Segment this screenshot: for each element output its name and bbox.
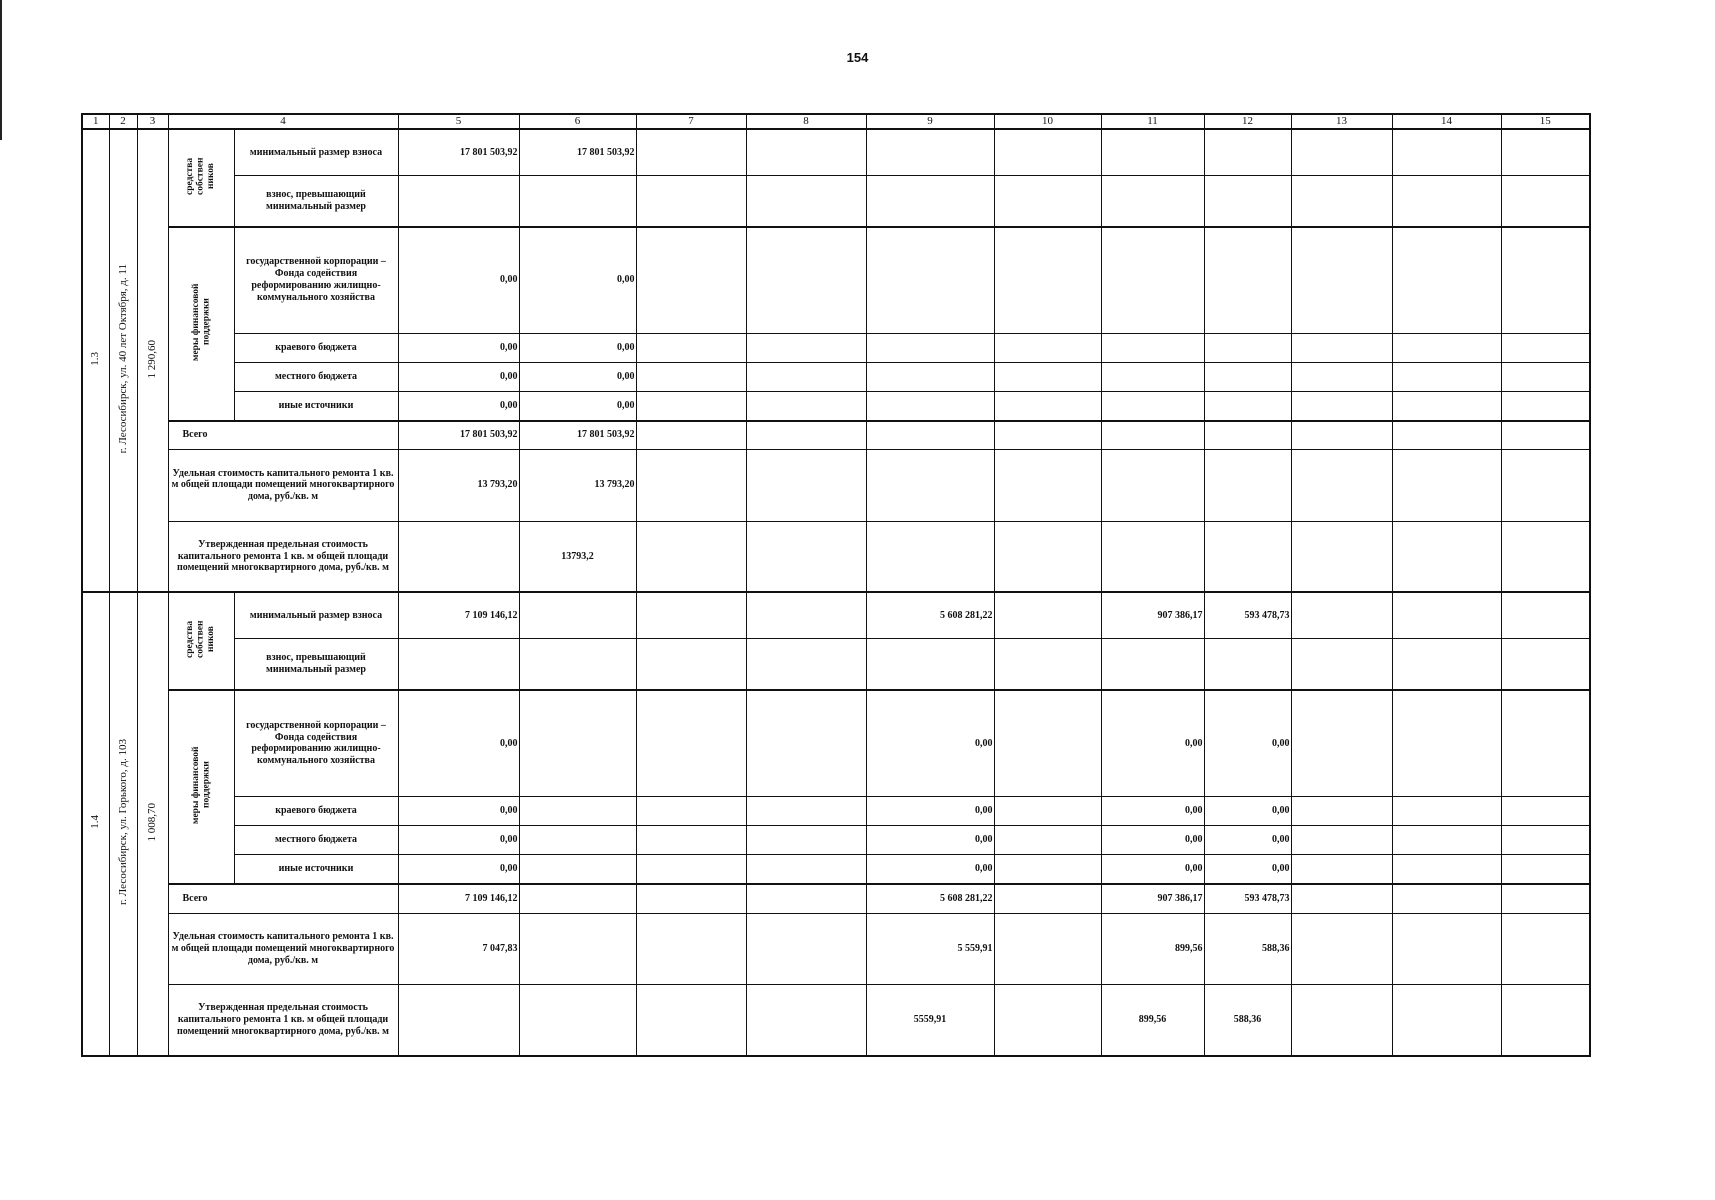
value-cell-c5: 0,00 xyxy=(398,362,519,391)
empty-cell-col-15 xyxy=(1501,690,1590,797)
table-row xyxy=(82,227,1590,334)
empty-cell-col-15 xyxy=(1501,333,1590,362)
value-cell-c11 xyxy=(1101,175,1204,226)
value-cell-c7 xyxy=(636,521,746,592)
table-row xyxy=(82,175,1590,226)
own-funds-group xyxy=(168,129,234,227)
value-cell-c6: 0,00 xyxy=(519,362,636,391)
value-cell-c12: 588,36 xyxy=(1204,913,1291,984)
value-cell-c6: 0,00 xyxy=(519,227,636,334)
block-id-cell xyxy=(82,592,109,1056)
empty-cell-col-13 xyxy=(1291,796,1392,825)
row-label-local-budget: местного бюджета xyxy=(234,826,398,855)
value-cell-c7 xyxy=(636,984,746,1056)
value-cell-c12: 588,36 xyxy=(1204,984,1291,1056)
value-cell-c5: 17 801 503,92 xyxy=(398,129,519,175)
value-cell-c5 xyxy=(398,984,519,1056)
value-cell-c12: 0,00 xyxy=(1204,826,1291,855)
table-row xyxy=(82,796,1590,825)
value-cell-c11 xyxy=(1101,227,1204,334)
empty-cell-col-13 xyxy=(1291,175,1392,226)
value-cell-c10 xyxy=(994,450,1101,521)
value-cell-c8 xyxy=(746,362,866,391)
header-col-14: 14 xyxy=(1392,114,1501,129)
value-cell-c7 xyxy=(636,227,746,334)
value-cell-c6 xyxy=(519,913,636,984)
row-label-total: Всего xyxy=(168,884,398,913)
value-cell-c9 xyxy=(866,391,994,420)
value-cell-c11: 907 386,17 xyxy=(1101,592,1204,638)
empty-cell-col-15 xyxy=(1501,450,1590,521)
value-cell-c6 xyxy=(519,984,636,1056)
own-funds-label: средства собствен ников xyxy=(185,620,217,658)
support-measures-group xyxy=(168,690,234,884)
column-number-row xyxy=(82,114,1590,129)
value-cell-c7 xyxy=(636,639,746,690)
value-cell-c9 xyxy=(866,129,994,175)
value-cell-c6 xyxy=(519,855,636,884)
empty-cell-col-15 xyxy=(1501,175,1590,226)
empty-cell-col-13 xyxy=(1291,421,1392,450)
empty-cell-col-13 xyxy=(1291,362,1392,391)
header-col-1: 1 xyxy=(82,114,109,129)
empty-cell-col-15 xyxy=(1501,227,1590,334)
value-cell-c5: 0,00 xyxy=(398,826,519,855)
area-cell xyxy=(137,129,168,592)
header-col-9: 9 xyxy=(866,114,994,129)
empty-cell-col-13 xyxy=(1291,592,1392,638)
empty-cell-col-14 xyxy=(1392,796,1501,825)
value-cell-c5: 0,00 xyxy=(398,855,519,884)
empty-cell-col-14 xyxy=(1392,391,1501,420)
value-cell-c8 xyxy=(746,796,866,825)
value-cell-c6: 0,00 xyxy=(519,333,636,362)
value-cell-c9: 0,00 xyxy=(866,855,994,884)
header-col-12: 12 xyxy=(1204,114,1291,129)
empty-cell-col-15 xyxy=(1501,855,1590,884)
value-cell-c10 xyxy=(994,913,1101,984)
empty-cell-col-13 xyxy=(1291,984,1392,1056)
row-label-other-sources: иные источники xyxy=(234,855,398,884)
header-col-11: 11 xyxy=(1101,114,1204,129)
empty-cell-col-15 xyxy=(1501,796,1590,825)
table-row xyxy=(82,362,1590,391)
value-cell-c5 xyxy=(398,639,519,690)
value-cell-c12 xyxy=(1204,521,1291,592)
support-measures-group xyxy=(168,227,234,421)
table-row xyxy=(82,826,1590,855)
value-cell-c11 xyxy=(1101,333,1204,362)
value-cell-c7 xyxy=(636,690,746,797)
value-cell-c12 xyxy=(1204,421,1291,450)
value-cell-c8 xyxy=(746,227,866,334)
row-label-approved-limit: Утвержденная предельная стоимость капитального ремонта 1 кв. м общей площади помещений многоквартирного дома, руб./кв. м xyxy=(168,984,398,1056)
header-col-3: 3 xyxy=(137,114,168,129)
empty-cell-col-15 xyxy=(1501,913,1590,984)
table-row xyxy=(82,129,1590,175)
empty-cell-col-14 xyxy=(1392,521,1501,592)
value-cell-c9: 5559,91 xyxy=(866,984,994,1056)
value-cell-c5: 0,00 xyxy=(398,391,519,420)
value-cell-c10 xyxy=(994,639,1101,690)
value-cell-c5: 0,00 xyxy=(398,796,519,825)
value-cell-c12: 0,00 xyxy=(1204,690,1291,797)
empty-cell-col-15 xyxy=(1501,129,1590,175)
value-cell-c7 xyxy=(636,362,746,391)
table-row xyxy=(82,592,1590,638)
value-cell-c12: 593 478,73 xyxy=(1204,592,1291,638)
value-cell-c10 xyxy=(994,984,1101,1056)
value-cell-c10 xyxy=(994,391,1101,420)
value-cell-c5: 7 047,83 xyxy=(398,913,519,984)
empty-cell-col-15 xyxy=(1501,826,1590,855)
value-cell-c6 xyxy=(519,175,636,226)
value-cell-c11: 907 386,17 xyxy=(1101,884,1204,913)
building-area: 1 008,70 xyxy=(146,803,159,842)
value-cell-c7 xyxy=(636,333,746,362)
block-id: 1.3 xyxy=(89,351,102,366)
table-row xyxy=(82,333,1590,362)
value-cell-c8 xyxy=(746,592,866,638)
row-label-min-contribution: минимальный размер взноса xyxy=(234,592,398,638)
row-label-over-min-contribution: взнос, превышающий минимальный размер xyxy=(234,639,398,690)
value-cell-c5: 7 109 146,12 xyxy=(398,884,519,913)
value-cell-c7 xyxy=(636,391,746,420)
value-cell-c9 xyxy=(866,362,994,391)
value-cell-c7 xyxy=(636,884,746,913)
value-cell-c9: 5 608 281,22 xyxy=(866,884,994,913)
value-cell-c7 xyxy=(636,450,746,521)
value-cell-c10 xyxy=(994,175,1101,226)
row-label-regional-budget: краевого бюджета xyxy=(234,796,398,825)
empty-cell-col-13 xyxy=(1291,391,1392,420)
empty-cell-col-14 xyxy=(1392,855,1501,884)
scan-edge-mark xyxy=(0,0,2,140)
value-cell-c12 xyxy=(1204,129,1291,175)
value-cell-c6: 0,00 xyxy=(519,391,636,420)
empty-cell-col-14 xyxy=(1392,884,1501,913)
header-col-15: 15 xyxy=(1501,114,1590,129)
value-cell-c5: 7 109 146,12 xyxy=(398,592,519,638)
value-cell-c7 xyxy=(636,129,746,175)
row-label-state-corp: государственной корпорации – Фонда содействия реформированию жилищно-коммунального хозяйства xyxy=(234,690,398,797)
value-cell-c9 xyxy=(866,639,994,690)
row-label-unit-cost: Удельная стоимость капитального ремонта 1 кв. м общей площади помещений многоквартирного дома, руб./кв. м xyxy=(168,913,398,984)
empty-cell-col-13 xyxy=(1291,690,1392,797)
empty-cell-col-14 xyxy=(1392,227,1501,334)
value-cell-c9: 0,00 xyxy=(866,796,994,825)
value-cell-c5: 0,00 xyxy=(398,333,519,362)
value-cell-c8 xyxy=(746,333,866,362)
value-cell-c8 xyxy=(746,175,866,226)
value-cell-c6 xyxy=(519,884,636,913)
value-cell-c8 xyxy=(746,690,866,797)
value-cell-c8 xyxy=(746,421,866,450)
empty-cell-col-13 xyxy=(1291,521,1392,592)
value-cell-c9 xyxy=(866,333,994,362)
value-cell-c7 xyxy=(636,421,746,450)
value-cell-c6: 13 793,20 xyxy=(519,450,636,521)
value-cell-c8 xyxy=(746,826,866,855)
table-row xyxy=(82,884,1590,913)
value-cell-c12 xyxy=(1204,333,1291,362)
value-cell-c5 xyxy=(398,521,519,592)
value-cell-c10 xyxy=(994,421,1101,450)
value-cell-c6 xyxy=(519,826,636,855)
table-row xyxy=(82,690,1590,797)
value-cell-c12: 593 478,73 xyxy=(1204,884,1291,913)
value-cell-c6 xyxy=(519,592,636,638)
value-cell-c12 xyxy=(1204,362,1291,391)
header-col-7: 7 xyxy=(636,114,746,129)
value-cell-c6 xyxy=(519,796,636,825)
value-cell-c6: 17 801 503,92 xyxy=(519,129,636,175)
empty-cell-col-15 xyxy=(1501,521,1590,592)
value-cell-c9 xyxy=(866,421,994,450)
empty-cell-col-15 xyxy=(1501,362,1590,391)
empty-cell-col-14 xyxy=(1392,592,1501,638)
header-col-10: 10 xyxy=(994,114,1101,129)
value-cell-c6: 17 801 503,92 xyxy=(519,421,636,450)
value-cell-c12: 0,00 xyxy=(1204,855,1291,884)
capital-repair-financing-table xyxy=(81,113,1591,1057)
block-id: 1.4 xyxy=(89,815,102,830)
value-cell-c8 xyxy=(746,855,866,884)
table-row xyxy=(82,450,1590,521)
value-cell-c10 xyxy=(994,129,1101,175)
empty-cell-col-13 xyxy=(1291,333,1392,362)
value-cell-c8 xyxy=(746,391,866,420)
value-cell-c11 xyxy=(1101,362,1204,391)
value-cell-c8 xyxy=(746,129,866,175)
own-funds-group xyxy=(168,592,234,690)
own-funds-label: средства собствен ников xyxy=(185,157,217,195)
value-cell-c5 xyxy=(398,175,519,226)
value-cell-c6 xyxy=(519,639,636,690)
table-row xyxy=(82,855,1590,884)
value-cell-c8 xyxy=(746,913,866,984)
value-cell-c7 xyxy=(636,592,746,638)
table-row xyxy=(82,913,1590,984)
building-area: 1 290,60 xyxy=(146,339,159,379)
header-col-4: 4 xyxy=(168,114,398,129)
empty-cell-col-14 xyxy=(1392,175,1501,226)
value-cell-c10 xyxy=(994,796,1101,825)
empty-cell-col-13 xyxy=(1291,884,1392,913)
value-cell-c5: 0,00 xyxy=(398,690,519,797)
value-cell-c10 xyxy=(994,592,1101,638)
value-cell-c10 xyxy=(994,855,1101,884)
value-cell-c12 xyxy=(1204,175,1291,226)
row-label-regional-budget: краевого бюджета xyxy=(234,333,398,362)
empty-cell-col-13 xyxy=(1291,855,1392,884)
value-cell-c6: 13793,2 xyxy=(519,521,636,592)
value-cell-c12 xyxy=(1204,391,1291,420)
value-cell-c12 xyxy=(1204,227,1291,334)
row-label-over-min-contribution: взнос, превышающий минимальный размер xyxy=(234,175,398,226)
value-cell-c7 xyxy=(636,913,746,984)
value-cell-c5: 17 801 503,92 xyxy=(398,421,519,450)
empty-cell-col-14 xyxy=(1392,690,1501,797)
value-cell-c11: 899,56 xyxy=(1101,913,1204,984)
value-cell-c10 xyxy=(994,521,1101,592)
value-cell-c8 xyxy=(746,639,866,690)
empty-cell-col-13 xyxy=(1291,129,1392,175)
value-cell-c9 xyxy=(866,450,994,521)
value-cell-c10 xyxy=(994,227,1101,334)
value-cell-c8 xyxy=(746,521,866,592)
empty-cell-col-15 xyxy=(1501,884,1590,913)
value-cell-c10 xyxy=(994,690,1101,797)
value-cell-c8 xyxy=(746,450,866,521)
empty-cell-col-13 xyxy=(1291,227,1392,334)
value-cell-c12 xyxy=(1204,639,1291,690)
value-cell-c10 xyxy=(994,362,1101,391)
value-cell-c11 xyxy=(1101,521,1204,592)
header-col-5: 5 xyxy=(398,114,519,129)
support-measures-label: меры финансовой поддержки xyxy=(190,746,211,824)
empty-cell-col-14 xyxy=(1392,450,1501,521)
row-label-other-sources: иные источники xyxy=(234,391,398,420)
value-cell-c10 xyxy=(994,884,1101,913)
value-cell-c11: 0,00 xyxy=(1101,796,1204,825)
table-row xyxy=(82,391,1590,420)
value-cell-c7 xyxy=(636,796,746,825)
empty-cell-col-15 xyxy=(1501,592,1590,638)
value-cell-c5: 0,00 xyxy=(398,227,519,334)
value-cell-c11: 0,00 xyxy=(1101,690,1204,797)
value-cell-c11: 899,56 xyxy=(1101,984,1204,1056)
value-cell-c9: 0,00 xyxy=(866,690,994,797)
value-cell-c7 xyxy=(636,175,746,226)
value-cell-c9 xyxy=(866,227,994,334)
row-label-state-corp: государственной корпорации – Фонда содействия реформированию жилищно-коммунального хозяйства xyxy=(234,227,398,334)
value-cell-c11 xyxy=(1101,129,1204,175)
table-row xyxy=(82,421,1590,450)
value-cell-c9: 0,00 xyxy=(866,826,994,855)
table-row xyxy=(82,639,1590,690)
header-col-13: 13 xyxy=(1291,114,1392,129)
value-cell-c11 xyxy=(1101,391,1204,420)
value-cell-c11: 0,00 xyxy=(1101,855,1204,884)
header-col-2: 2 xyxy=(109,114,137,129)
value-cell-c9 xyxy=(866,521,994,592)
empty-cell-col-14 xyxy=(1392,913,1501,984)
value-cell-c12: 0,00 xyxy=(1204,796,1291,825)
table-row xyxy=(82,984,1590,1056)
empty-cell-col-15 xyxy=(1501,639,1590,690)
address-cell xyxy=(109,129,137,592)
value-cell-c8 xyxy=(746,884,866,913)
empty-cell-col-15 xyxy=(1501,421,1590,450)
row-label-approved-limit: Утвержденная предельная стоимость капитального ремонта 1 кв. м общей площади помещений многоквартирного дома, руб./кв. м xyxy=(168,521,398,592)
value-cell-c11 xyxy=(1101,450,1204,521)
row-label-total: Всего xyxy=(168,421,398,450)
value-cell-c10 xyxy=(994,826,1101,855)
empty-cell-col-14 xyxy=(1392,639,1501,690)
value-cell-c7 xyxy=(636,826,746,855)
header-col-8: 8 xyxy=(746,114,866,129)
value-cell-c11: 0,00 xyxy=(1101,826,1204,855)
header-col-6: 6 xyxy=(519,114,636,129)
value-cell-c8 xyxy=(746,984,866,1056)
row-label-unit-cost: Удельная стоимость капитального ремонта 1 кв. м общей площади помещений многоквартирного дома, руб./кв. м xyxy=(168,450,398,521)
empty-cell-col-13 xyxy=(1291,826,1392,855)
empty-cell-col-14 xyxy=(1392,421,1501,450)
row-label-min-contribution: минимальный размер взноса xyxy=(234,129,398,175)
empty-cell-col-15 xyxy=(1501,391,1590,420)
building-address: г. Лесосибирск, ул. 40 лет Октября, д. 11 xyxy=(116,264,129,454)
empty-cell-col-13 xyxy=(1291,913,1392,984)
value-cell-c5: 13 793,20 xyxy=(398,450,519,521)
block-id-cell xyxy=(82,129,109,592)
value-cell-c10 xyxy=(994,333,1101,362)
building-address: г. Лесосибирск, ул. Горького, д. 103 xyxy=(116,739,129,906)
value-cell-c6 xyxy=(519,690,636,797)
address-cell xyxy=(109,592,137,1056)
empty-cell-col-14 xyxy=(1392,333,1501,362)
empty-cell-col-14 xyxy=(1392,984,1501,1056)
area-cell xyxy=(137,592,168,1056)
row-label-local-budget: местного бюджета xyxy=(234,362,398,391)
support-measures-label: меры финансовой поддержки xyxy=(190,282,211,361)
empty-cell-col-14 xyxy=(1392,362,1501,391)
value-cell-c9: 5 559,91 xyxy=(866,913,994,984)
empty-cell-col-13 xyxy=(1291,450,1392,521)
value-cell-c11 xyxy=(1101,639,1204,690)
value-cell-c9 xyxy=(866,175,994,226)
empty-cell-col-13 xyxy=(1291,639,1392,690)
empty-cell-col-15 xyxy=(1501,984,1590,1056)
empty-cell-col-14 xyxy=(1392,826,1501,855)
value-cell-c7 xyxy=(636,855,746,884)
value-cell-c9: 5 608 281,22 xyxy=(866,592,994,638)
value-cell-c11 xyxy=(1101,421,1204,450)
value-cell-c12 xyxy=(1204,450,1291,521)
page-number: 154 xyxy=(846,50,869,65)
table-row xyxy=(82,521,1590,592)
empty-cell-col-14 xyxy=(1392,129,1501,175)
